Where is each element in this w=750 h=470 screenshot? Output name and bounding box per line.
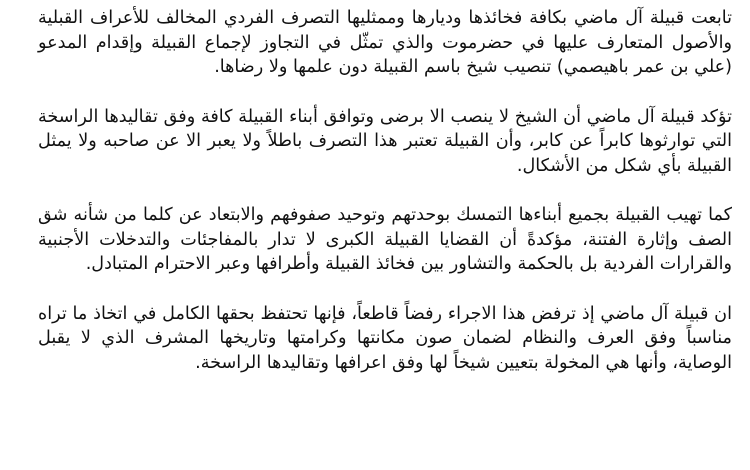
paragraph-rejection-intro: تابعت قبيلة آل ماضي بكافة فخائذها وديارها وممثليها التصرف الفردي المخالف للأعراف القبلية والأصول المتعارف عليها في حضرموت والذي تمثّل في التجاوز لإجماع القبيلة وإقدام المدعو (علي بن عمر باهيصمي) تنصيب شيخ باسم القبيلة دون علمها ولا رضاها.	[38, 8, 732, 77]
paragraph-rights-reservation: ان قبيلة آل ماضي إذ ترفض هذا الاجراء رفضاً قاطعاً، فإنها تحتفظ بحقها الكامل في اتخاذ ما تراه مناسباً وفق العرف والنظام لضمان صون مكانتها وكرامتها وتاريخها المشرف الذي لا يقبل الوصاية، وأنها هي المخولة بتعيين شيخاً لها وفق اعرافها وتقاليدها الراسخة.	[38, 303, 732, 373]
statement-document	[38, 6, 732, 466]
paragraph-unity-appeal: كما تهيب القبيلة بجميع أبناءها التمسك بوحدتهم وتوحيد صفوفهم والابتعاد عن كلما من شأنه شق الصف وإثارة الفتنة، مؤكدةً أن القضايا القبيلة الكبرى لا تدار بالمفاجئات والتدخلات الأجنبية والقرارات الفردية بل بالحكمة والتشاور بين فخائذ القبيلة وأطرافها وعبر الاحترام المتبادل.	[38, 205, 732, 274]
paragraph-tribal-consensus: تؤكد قبيلة آل ماضي أن الشيخ لا ينصب الا برضى وتوافق أبناء القبيلة كافة وفق تقاليدها الراسخة التي توارثوها كابراً عن كابر، وأن القبيلة تعتبر هذا التصرف باطلاً ولا يعبر الا عن صاحبه ولا يمثل القبيلة بأي شكل من الأشكال.	[38, 106, 732, 176]
